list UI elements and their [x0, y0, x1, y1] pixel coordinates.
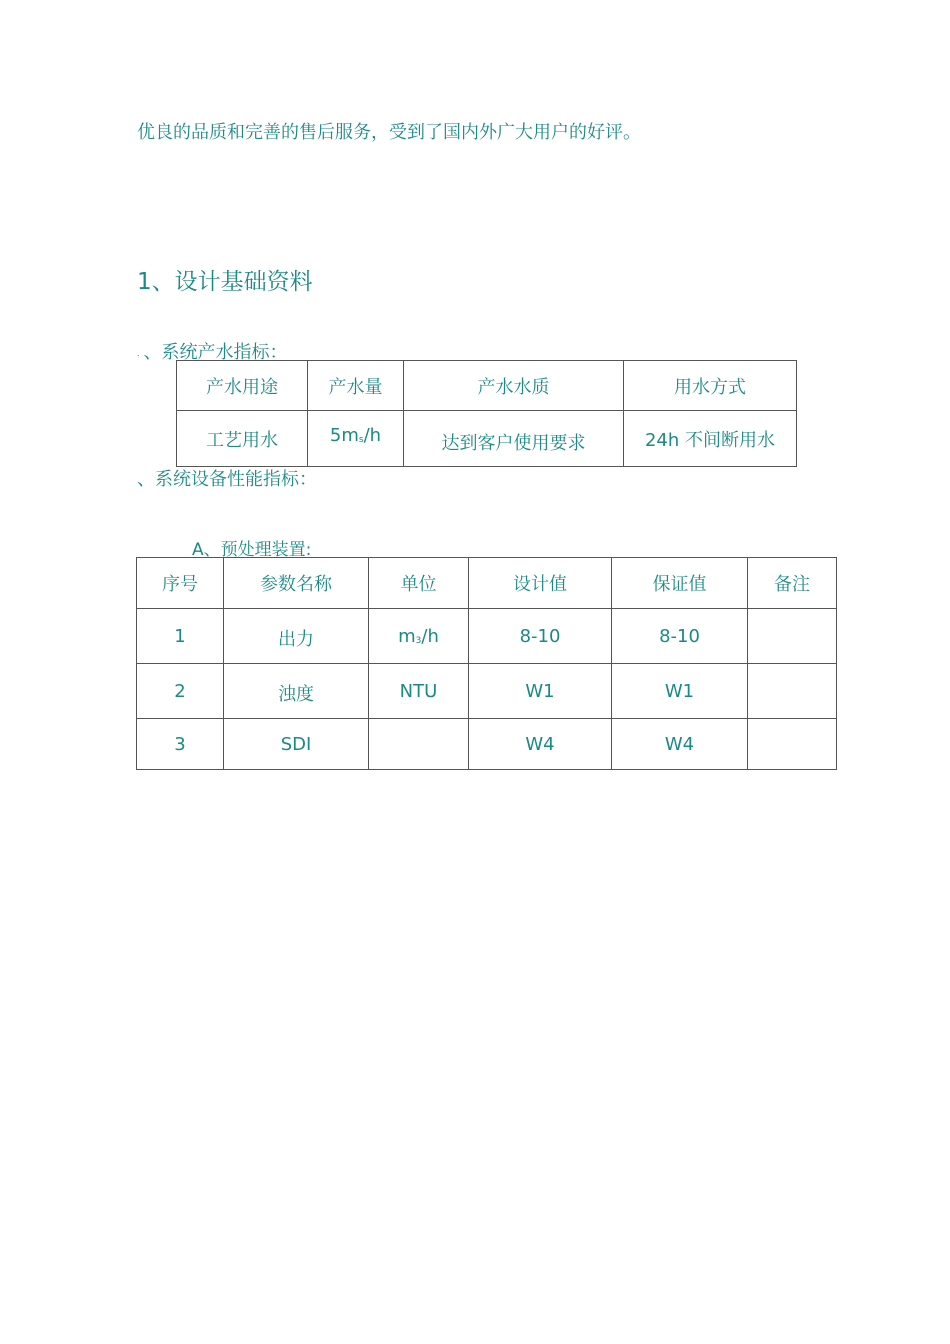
table-header-row: [177, 361, 797, 411]
flow-subscript: s: [358, 435, 364, 445]
cell-unit: [369, 609, 469, 664]
cell-guarantee: W1: [612, 664, 748, 719]
unit-tail: /h: [421, 625, 439, 647]
header-mode: 用水方式: [624, 361, 797, 411]
table-row: [137, 609, 837, 664]
cell-flow: [308, 411, 404, 467]
flow-value: 5m: [329, 425, 359, 446]
cell-quality: 达到客户使用要求: [404, 411, 624, 467]
cell-no: 1: [137, 609, 224, 664]
cell-design: W4: [469, 719, 612, 770]
subsection-pretreatment: A、预处理装置:: [192, 540, 312, 560]
header-quality: 产水水质: [404, 361, 624, 411]
header-usage: 产水用途: [177, 361, 308, 411]
cell-guarantee: W4: [612, 719, 748, 770]
table-row: [177, 411, 797, 467]
cell-param: SDI: [224, 719, 369, 770]
header-guarantee: 保证值: [612, 558, 748, 609]
cell-no: 2: [137, 664, 224, 719]
list-marker: .: [137, 348, 140, 358]
cell-mode: 24h 不间断用水: [624, 411, 797, 467]
header-design: 设计值: [469, 558, 612, 609]
header-unit: 单位: [369, 558, 469, 609]
header-no: 序号: [137, 558, 224, 609]
section-heading: 1、设计基础资料: [137, 269, 313, 295]
cell-design: W1: [469, 664, 612, 719]
unit-main: m: [398, 625, 416, 647]
table-row: [137, 719, 837, 770]
section-equipment-title: 、系统设备性能指标：: [137, 469, 317, 490]
header-flow: 产水量: [308, 361, 404, 411]
cell-design: 8-10: [469, 609, 612, 664]
pretreatment-table: [136, 557, 837, 770]
cell-usage: 工艺用水: [177, 411, 308, 467]
table-row: [137, 664, 837, 719]
section-water-output-label: 、系统产水指标：: [143, 342, 288, 363]
cell-no: 3: [137, 719, 224, 770]
cell-param: 浊度: [224, 664, 369, 719]
cell-unit: NTU: [369, 664, 469, 719]
cell-note: [748, 609, 837, 664]
flow-unit: /h: [363, 425, 382, 446]
table-header-row: [137, 558, 837, 609]
unit-subscript: 3: [415, 635, 422, 646]
header-param: 参数名称: [224, 558, 369, 609]
cell-unit: [369, 719, 469, 770]
cell-note: [748, 664, 837, 719]
header-note: 备注: [748, 558, 837, 609]
cell-guarantee: 8-10: [612, 609, 748, 664]
cell-note: [748, 719, 837, 770]
water-output-table: [176, 360, 797, 467]
intro-paragraph: 优良的品质和完善的售后服务，受到了国内外广大用户的好评。: [137, 122, 641, 143]
cell-param: 出力: [224, 609, 369, 664]
